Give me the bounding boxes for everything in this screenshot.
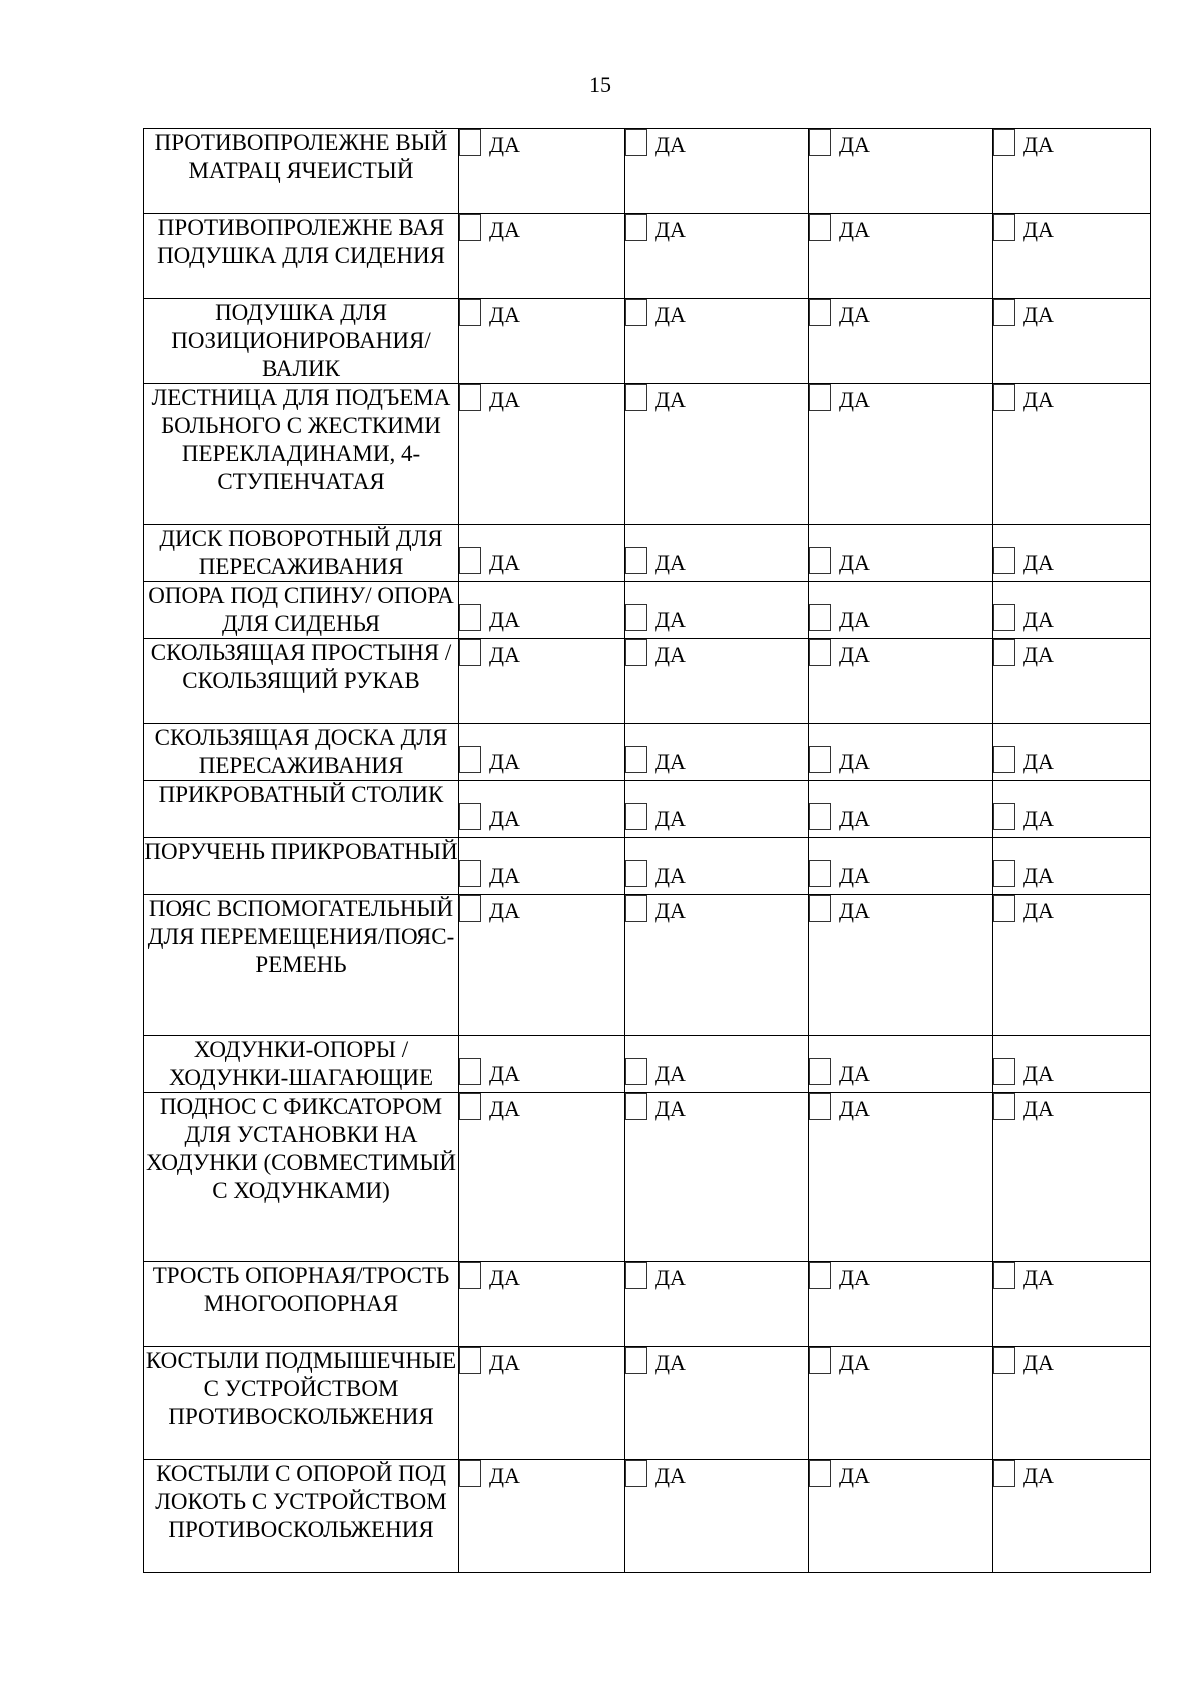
option-cell: [459, 384, 625, 525]
table-row: [144, 384, 1151, 525]
table-row: [144, 582, 1151, 639]
table-row: [144, 214, 1151, 299]
option-cell: [809, 724, 993, 781]
item-name: ПРИКРОВАТНЫЙ СТОЛИК: [144, 781, 459, 838]
yes-checkbox[interactable]: [809, 1093, 831, 1120]
yes-checkbox[interactable]: [809, 746, 831, 773]
table-row: [144, 1262, 1151, 1347]
item-name: ПОРУЧЕНЬ ПРИКРОВАТНЫЙ: [144, 838, 459, 895]
option-cell: [459, 1036, 625, 1093]
option-cell: [993, 1262, 1151, 1347]
yes-label: ДА: [1023, 1096, 1054, 1121]
option-cell: [993, 838, 1151, 895]
option-cell: [809, 384, 993, 525]
yes-label: ДА: [839, 550, 870, 575]
option-cell: [993, 384, 1151, 525]
yes-checkbox[interactable]: [459, 1460, 481, 1487]
option-cell: [625, 1093, 809, 1262]
yes-label: ДА: [489, 1096, 520, 1121]
option-cell: [625, 838, 809, 895]
option-cell: [625, 129, 809, 214]
yes-label: ДА: [839, 898, 870, 923]
option-cell: [625, 1036, 809, 1093]
yes-checkbox[interactable]: [459, 547, 481, 574]
option-cell: [809, 214, 993, 299]
option-cell: [459, 582, 625, 639]
yes-checkbox[interactable]: [459, 299, 481, 326]
yes-label: ДА: [1023, 607, 1054, 632]
option-cell: [993, 781, 1151, 838]
yes-label: ДА: [655, 863, 686, 888]
yes-label: ДА: [839, 1350, 870, 1375]
option-cell: [459, 724, 625, 781]
yes-checkbox[interactable]: [809, 1058, 831, 1085]
option-cell: [993, 525, 1151, 582]
yes-checkbox[interactable]: [993, 299, 1015, 326]
yes-label: ДА: [655, 642, 686, 667]
yes-checkbox[interactable]: [625, 1460, 647, 1487]
option-cell: [809, 1262, 993, 1347]
item-name: ПОДНОС С ФИКСАТОРОМ ДЛЯ УСТАНОВКИ НА ХОДУНКИ (СОВМЕСТИМЫЙ С ХОДУНКАМИ): [144, 1093, 459, 1262]
option-cell: [625, 639, 809, 724]
option-cell: [993, 1347, 1151, 1460]
yes-label: ДА: [655, 132, 686, 157]
item-name: ЛЕСТНИЦА ДЛЯ ПОДЪЕМА БОЛЬНОГО С ЖЕСТКИМИ ПЕРЕКЛАДИНАМИ, 4-СТУПЕНЧАТАЯ: [144, 384, 459, 525]
option-cell: [809, 1093, 993, 1262]
option-cell: [625, 384, 809, 525]
option-cell: [993, 129, 1151, 214]
option-cell: [625, 895, 809, 1036]
yes-checkbox[interactable]: [993, 895, 1015, 922]
yes-checkbox[interactable]: [809, 803, 831, 830]
yes-checkbox[interactable]: [809, 860, 831, 887]
yes-label: ДА: [655, 1463, 686, 1488]
yes-label: ДА: [1023, 898, 1054, 923]
table-row: [144, 1460, 1151, 1573]
table-row: [144, 724, 1151, 781]
yes-label: ДА: [839, 217, 870, 242]
yes-label: ДА: [655, 749, 686, 774]
yes-label: ДА: [489, 132, 520, 157]
yes-label: ДА: [655, 1061, 686, 1086]
yes-label: ДА: [839, 863, 870, 888]
option-cell: [459, 525, 625, 582]
yes-label: ДА: [839, 1096, 870, 1121]
yes-checkbox[interactable]: [625, 604, 647, 631]
option-cell: [625, 214, 809, 299]
yes-checkbox[interactable]: [459, 384, 481, 411]
yes-checkbox[interactable]: [993, 604, 1015, 631]
yes-checkbox[interactable]: [459, 639, 481, 666]
yes-checkbox[interactable]: [459, 1058, 481, 1085]
item-name: ОПОРА ПОД СПИНУ/ ОПОРА ДЛЯ СИДЕНЬЯ: [144, 582, 459, 639]
yes-checkbox[interactable]: [809, 604, 831, 631]
yes-label: ДА: [1023, 302, 1054, 327]
option-cell: [625, 525, 809, 582]
yes-checkbox[interactable]: [625, 1347, 647, 1374]
item-name: СКОЛЬЗЯЩАЯ ДОСКА ДЛЯ ПЕРЕСАЖИВАНИЯ: [144, 724, 459, 781]
option-cell: [459, 781, 625, 838]
yes-label: ДА: [839, 749, 870, 774]
option-cell: [459, 129, 625, 214]
yes-label: ДА: [655, 1096, 686, 1121]
yes-label: ДА: [489, 863, 520, 888]
option-cell: [459, 1347, 625, 1460]
option-cell: [993, 1093, 1151, 1262]
yes-checkbox[interactable]: [993, 1093, 1015, 1120]
yes-checkbox[interactable]: [459, 860, 481, 887]
yes-label: ДА: [489, 1061, 520, 1086]
yes-label: ДА: [655, 217, 686, 242]
option-cell: [459, 639, 625, 724]
yes-checkbox[interactable]: [993, 803, 1015, 830]
yes-label: ДА: [1023, 132, 1054, 157]
option-cell: [809, 299, 993, 384]
yes-label: ДА: [489, 607, 520, 632]
yes-checkbox[interactable]: [459, 214, 481, 241]
yes-label: ДА: [1023, 217, 1054, 242]
option-cell: [625, 582, 809, 639]
yes-label: ДА: [1023, 806, 1054, 831]
yes-label: ДА: [489, 749, 520, 774]
yes-checkbox[interactable]: [625, 746, 647, 773]
yes-label: ДА: [655, 898, 686, 923]
yes-label: ДА: [489, 898, 520, 923]
page-number: 15: [589, 72, 611, 97]
yes-checkbox[interactable]: [993, 860, 1015, 887]
yes-label: ДА: [839, 806, 870, 831]
yes-label: ДА: [1023, 1463, 1054, 1488]
yes-label: ДА: [489, 1463, 520, 1488]
yes-label: ДА: [1023, 387, 1054, 412]
yes-checkbox[interactable]: [809, 547, 831, 574]
yes-label: ДА: [655, 1350, 686, 1375]
option-cell: [809, 639, 993, 724]
option-cell: [993, 639, 1151, 724]
yes-label: ДА: [655, 607, 686, 632]
equipment-checklist-table: [143, 128, 1151, 1573]
yes-checkbox[interactable]: [625, 129, 647, 156]
table-row: [144, 525, 1151, 582]
yes-label: ДА: [839, 302, 870, 327]
yes-checkbox[interactable]: [625, 299, 647, 326]
item-name: ТРОСТЬ ОПОРНАЯ/ТРОСТЬ МНОГООПОРНАЯ: [144, 1262, 459, 1347]
yes-checkbox[interactable]: [625, 1058, 647, 1085]
option-cell: [809, 1460, 993, 1573]
yes-label: ДА: [489, 387, 520, 412]
yes-label: ДА: [489, 1265, 520, 1290]
yes-checkbox[interactable]: [993, 639, 1015, 666]
yes-label: ДА: [489, 1350, 520, 1375]
yes-label: ДА: [655, 806, 686, 831]
yes-checkbox[interactable]: [993, 746, 1015, 773]
yes-label: ДА: [839, 132, 870, 157]
yes-checkbox[interactable]: [809, 1347, 831, 1374]
yes-checkbox[interactable]: [809, 214, 831, 241]
table-row: [144, 781, 1151, 838]
yes-checkbox[interactable]: [993, 214, 1015, 241]
option-cell: [809, 582, 993, 639]
table-row: [144, 1036, 1151, 1093]
yes-checkbox[interactable]: [993, 1262, 1015, 1289]
table-row: [144, 639, 1151, 724]
option-cell: [459, 1093, 625, 1262]
option-cell: [993, 895, 1151, 1036]
yes-label: ДА: [1023, 1061, 1054, 1086]
item-name: СКОЛЬЗЯЩАЯ ПРОСТЫНЯ /СКОЛЬЗЯЩИЙ РУКАВ: [144, 639, 459, 724]
yes-checkbox[interactable]: [809, 639, 831, 666]
yes-checkbox[interactable]: [809, 1262, 831, 1289]
option-cell: [809, 129, 993, 214]
yes-checkbox[interactable]: [993, 384, 1015, 411]
option-cell: [625, 1262, 809, 1347]
option-cell: [809, 525, 993, 582]
table-row: [144, 1093, 1151, 1262]
option-cell: [809, 1347, 993, 1460]
yes-checkbox[interactable]: [993, 1058, 1015, 1085]
yes-checkbox[interactable]: [625, 384, 647, 411]
yes-label: ДА: [489, 550, 520, 575]
yes-label: ДА: [839, 1061, 870, 1086]
item-name: ПРОТИВОПРОЛЕЖНЕ ВЫЙ МАТРАЦ ЯЧЕИСТЫЙ: [144, 129, 459, 214]
option-cell: [625, 1460, 809, 1573]
option-cell: [993, 724, 1151, 781]
yes-label: ДА: [1023, 550, 1054, 575]
yes-label: ДА: [839, 1265, 870, 1290]
yes-label: ДА: [655, 550, 686, 575]
yes-label: ДА: [839, 387, 870, 412]
option-cell: [459, 1460, 625, 1573]
yes-checkbox[interactable]: [625, 803, 647, 830]
yes-label: ДА: [1023, 749, 1054, 774]
yes-checkbox[interactable]: [809, 1460, 831, 1487]
option-cell: [625, 724, 809, 781]
yes-checkbox[interactable]: [625, 1093, 647, 1120]
option-cell: [459, 1262, 625, 1347]
yes-checkbox[interactable]: [625, 214, 647, 241]
option-cell: [625, 299, 809, 384]
option-cell: [459, 214, 625, 299]
yes-label: ДА: [489, 642, 520, 667]
yes-checkbox[interactable]: [625, 1262, 647, 1289]
yes-checkbox[interactable]: [625, 547, 647, 574]
yes-checkbox[interactable]: [459, 1093, 481, 1120]
yes-label: ДА: [839, 1463, 870, 1488]
yes-label: ДА: [655, 1265, 686, 1290]
yes-label: ДА: [839, 642, 870, 667]
item-name: ХОДУНКИ-ОПОРЫ /ХОДУНКИ-ШАГАЮЩИЕ: [144, 1036, 459, 1093]
table-row: [144, 299, 1151, 384]
yes-label: ДА: [1023, 1265, 1054, 1290]
yes-label: ДА: [1023, 1350, 1054, 1375]
yes-label: ДА: [1023, 642, 1054, 667]
option-cell: [809, 895, 993, 1036]
yes-checkbox[interactable]: [459, 1262, 481, 1289]
option-cell: [809, 1036, 993, 1093]
yes-checkbox[interactable]: [809, 129, 831, 156]
yes-checkbox[interactable]: [459, 1347, 481, 1374]
yes-label: ДА: [489, 217, 520, 242]
option-cell: [993, 299, 1151, 384]
item-name: ПОДУШКА ДЛЯ ПОЗИЦИОНИРОВАНИЯ/ ВАЛИК: [144, 299, 459, 384]
yes-label: ДА: [489, 302, 520, 327]
yes-checkbox[interactable]: [993, 547, 1015, 574]
option-cell: [993, 214, 1151, 299]
yes-label: ДА: [839, 607, 870, 632]
table-row: [144, 838, 1151, 895]
yes-label: ДА: [655, 387, 686, 412]
option-cell: [809, 838, 993, 895]
table-row: [144, 895, 1151, 1036]
option-cell: [625, 1347, 809, 1460]
yes-checkbox[interactable]: [459, 604, 481, 631]
option-cell: [459, 838, 625, 895]
yes-checkbox[interactable]: [625, 895, 647, 922]
table-body: [144, 129, 1151, 1573]
yes-checkbox[interactable]: [993, 1347, 1015, 1374]
yes-label: ДА: [1023, 863, 1054, 888]
option-cell: [459, 299, 625, 384]
yes-checkbox[interactable]: [459, 803, 481, 830]
item-name: КОСТЫЛИ С ОПОРОЙ ПОД ЛОКОТЬ С УСТРОЙСТВОМ ПРОТИВОСКОЛЬЖЕНИЯ: [144, 1460, 459, 1573]
option-cell: [625, 781, 809, 838]
yes-checkbox[interactable]: [809, 299, 831, 326]
item-name: ДИСК ПОВОРОТНЫЙ ДЛЯ ПЕРЕСАЖИВАНИЯ: [144, 525, 459, 582]
yes-label: ДА: [655, 302, 686, 327]
option-cell: [993, 1460, 1151, 1573]
yes-checkbox[interactable]: [625, 860, 647, 887]
yes-label: ДА: [489, 806, 520, 831]
yes-checkbox[interactable]: [809, 384, 831, 411]
item-name: ПОЯС ВСПОМОГАТЕЛЬНЫЙ ДЛЯ ПЕРЕМЕЩЕНИЯ/ПОЯС-РЕМЕНЬ: [144, 895, 459, 1036]
option-cell: [459, 895, 625, 1036]
yes-checkbox[interactable]: [459, 129, 481, 156]
yes-checkbox[interactable]: [459, 895, 481, 922]
yes-checkbox[interactable]: [993, 1460, 1015, 1487]
option-cell: [993, 582, 1151, 639]
item-name: КОСТЫЛИ ПОДМЫШЕЧНЫЕ С УСТРОЙСТВОМ ПРОТИВОСКОЛЬЖЕНИЯ: [144, 1347, 459, 1460]
yes-checkbox[interactable]: [625, 639, 647, 666]
option-cell: [993, 1036, 1151, 1093]
table-row: [144, 1347, 1151, 1460]
yes-checkbox[interactable]: [459, 746, 481, 773]
yes-checkbox[interactable]: [993, 129, 1015, 156]
table-row: [144, 129, 1151, 214]
item-name: ПРОТИВОПРОЛЕЖНЕ ВАЯ ПОДУШКА ДЛЯ СИДЕНИЯ: [144, 214, 459, 299]
yes-checkbox[interactable]: [809, 895, 831, 922]
option-cell: [809, 781, 993, 838]
